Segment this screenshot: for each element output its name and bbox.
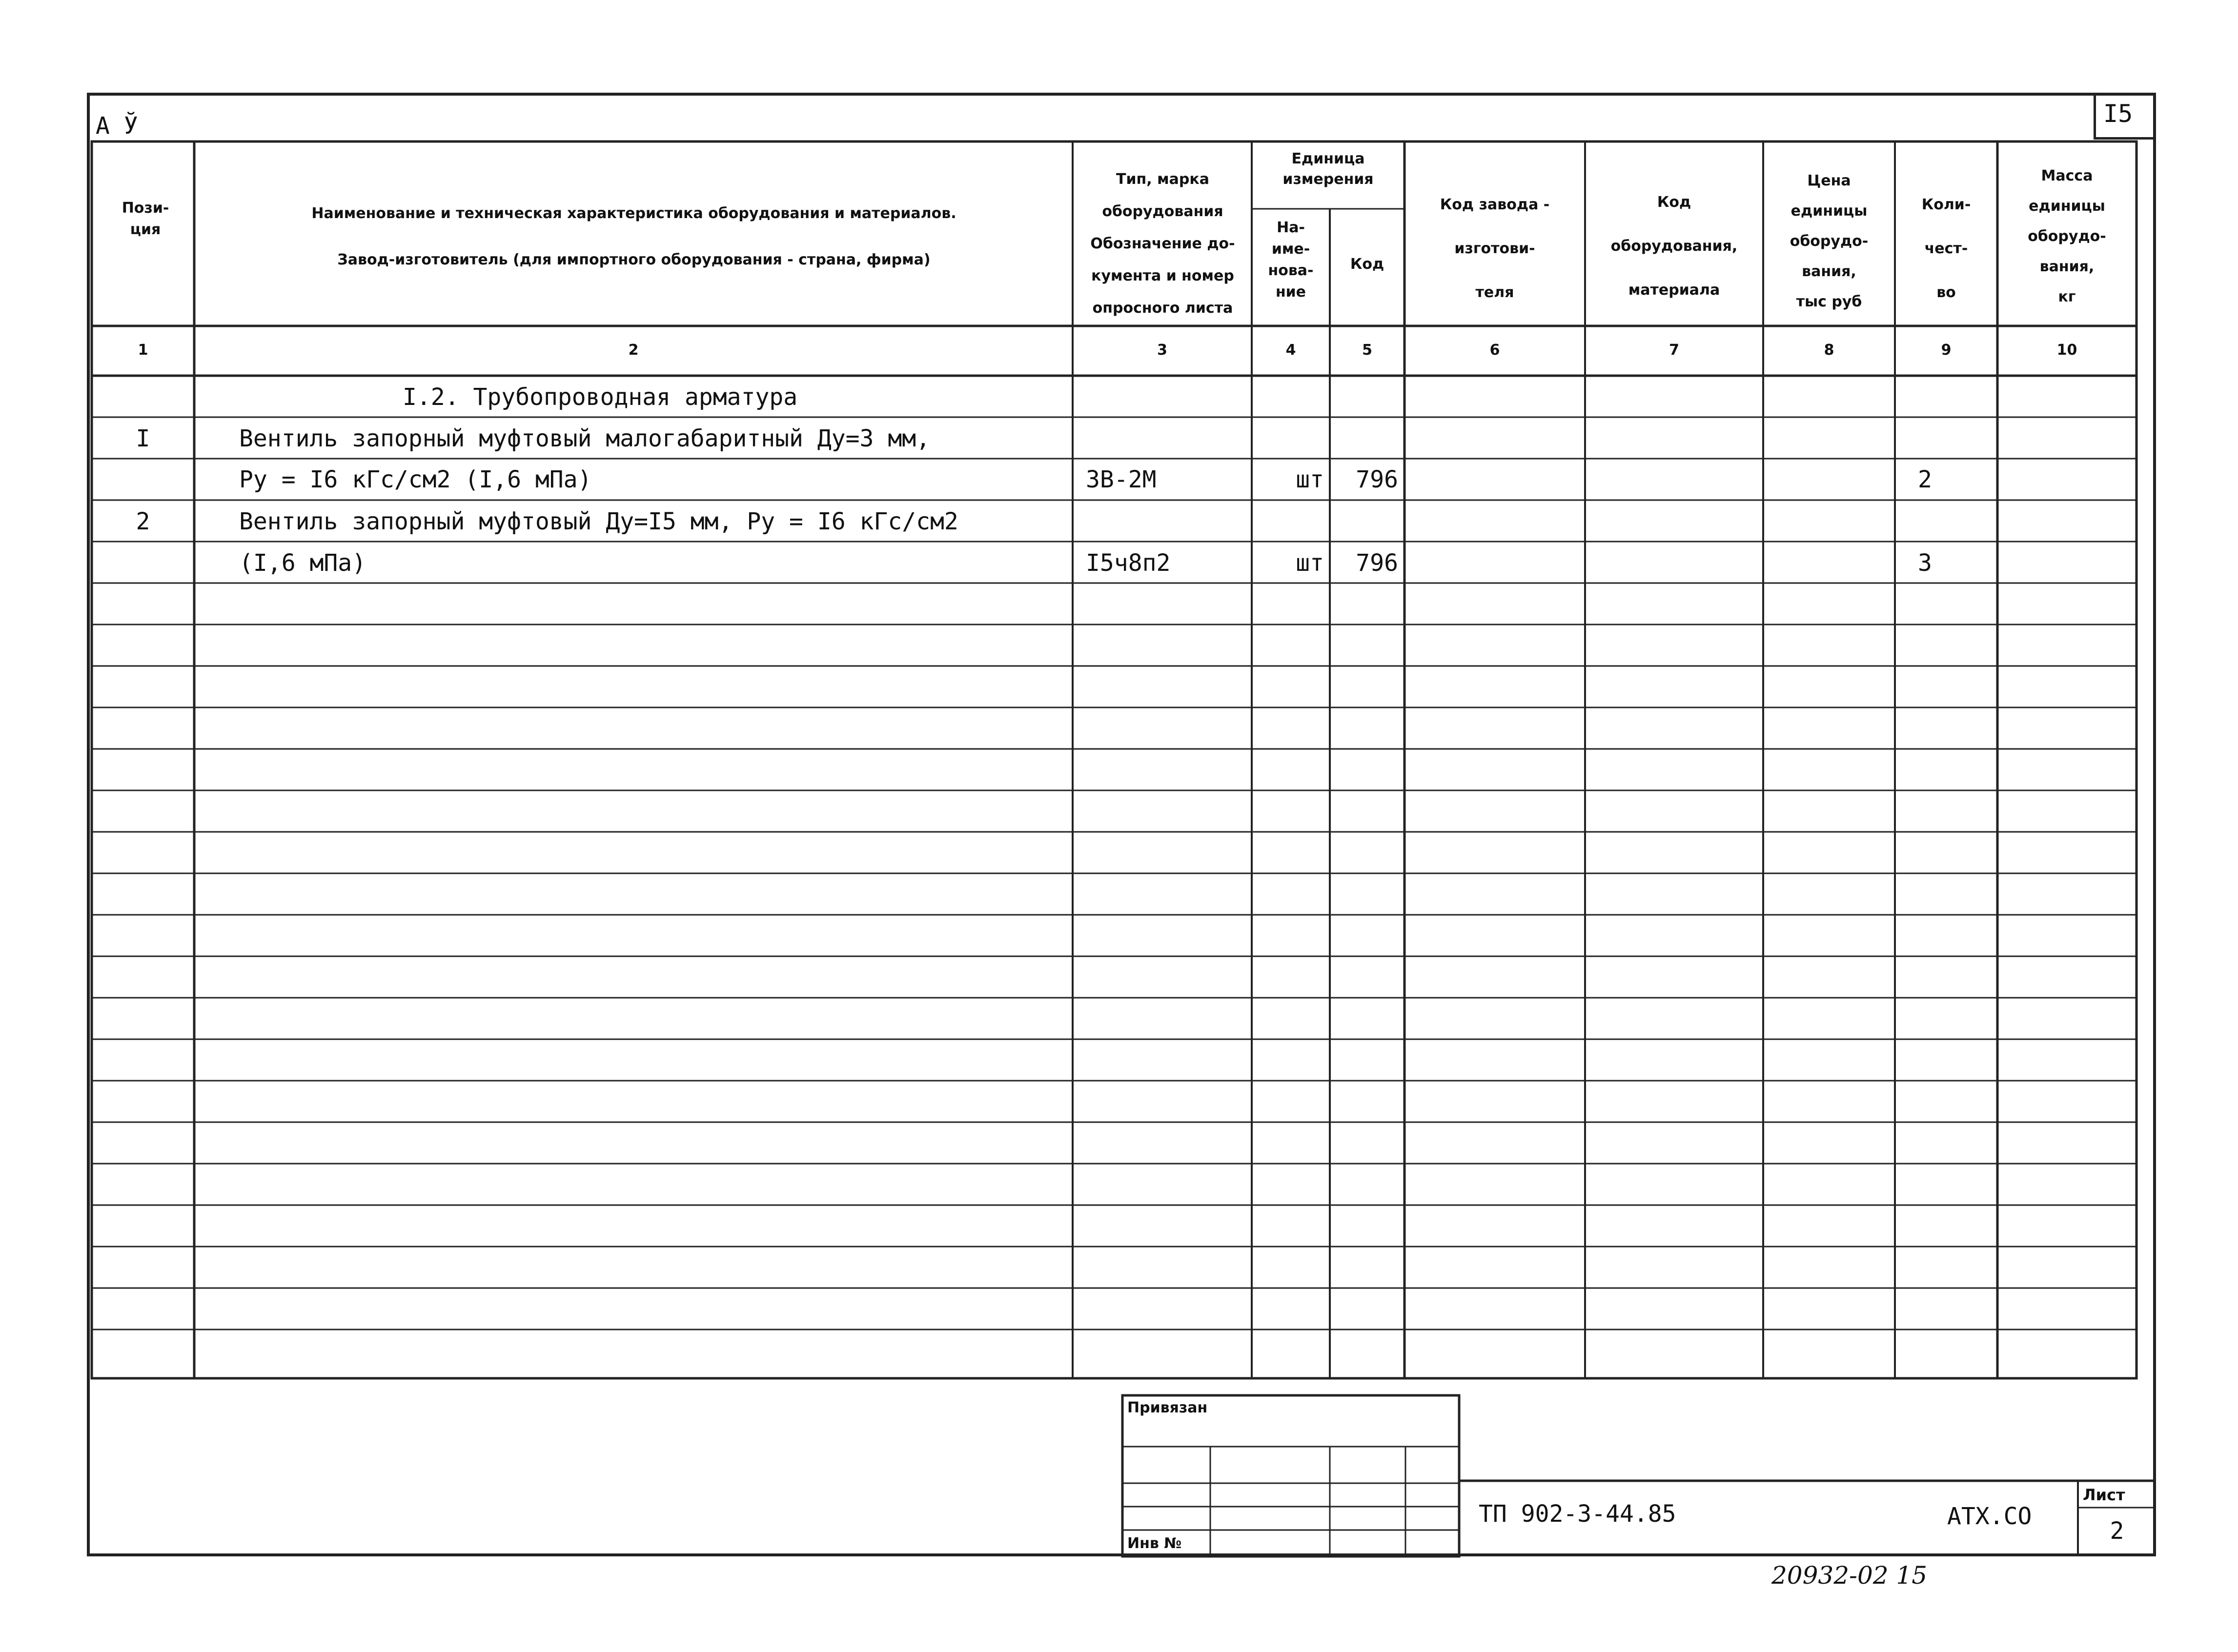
header-quantity: Коли- чест- во [1921,196,1971,301]
column-number: 8 [1824,342,1834,359]
row-quantity: 3 [1918,549,1932,577]
row-code: 796 [1356,549,1398,577]
column-number: 4 [1285,342,1296,359]
column-number: 5 [1362,342,1372,359]
doc-designation: ТП 902-3-44.85 [1479,1500,1676,1528]
archive-number: 20932-02 15 [1771,1561,1928,1590]
header-unit-price: Цена единицы оборудо- вания, тыс руб [1790,172,1869,310]
row-quantity: 2 [1918,466,1932,493]
row-type: ЗВ-2М [1086,466,1157,493]
row-unit: шт [1296,466,1324,493]
header-type: Тип, марка оборудования Обозначение до- кумента и номер опросного листа [1090,171,1235,317]
column-number: 2 [628,342,639,359]
row-name: (I,6 мПа) [239,549,366,577]
row-type: I5ч8п2 [1086,549,1171,577]
row-code: 796 [1356,466,1398,493]
column-number: 1 [138,342,148,359]
row-unit: шт [1296,549,1324,577]
column-number: 10 [2056,342,2077,359]
header-unit-group: Единица измерения [1282,150,1374,188]
row-position: I [136,425,150,452]
column-number: 3 [1157,342,1167,359]
doc-code: АТХ.СО [1947,1503,2032,1530]
header-equipment-code: Код оборудования, материала [1610,194,1738,299]
sheet-value: 2 [2110,1517,2124,1545]
column-number: 9 [1941,342,1952,359]
header-unit-mass: Масса единицы оборудо- вания, кг [2028,167,2106,305]
header-manufacturer-code: Код завода - изготови- теля [1440,196,1550,301]
header-name: Наименование и техническая характеристика оборудования и материалов. Завод-изготовитель (для импортного оборудования - страна, фирма) [311,205,956,268]
format-mark: А Ў [96,112,138,140]
stamp-inventory-label: Инв № [1127,1535,1182,1552]
row-name: Ру = I6 кГс/см2 (I,6 мПа) [239,466,592,493]
sheet-label: Лист [2083,1486,2125,1504]
row-position: 2 [136,508,150,535]
header-unit-code: Код [1350,256,1384,273]
row-name: I.2. Трубопроводная арматура [403,383,798,411]
header-position: Пози- ция [122,200,169,238]
corner-sheet-number: I5 [2103,100,2133,128]
header-unit-name: На- име- нова- ние [1268,219,1314,301]
row-name: Вентиль запорный муфтовый Ду=I5 мм, Ру = I6 кГс/см2 [239,508,958,535]
stamp-attached-label: Привязан [1127,1399,1208,1416]
column-number: 7 [1669,342,1679,359]
column-number: 6 [1489,342,1500,359]
row-name: Вентиль запорный муфтовый малогабаритный Ду=3 мм, [239,425,931,452]
